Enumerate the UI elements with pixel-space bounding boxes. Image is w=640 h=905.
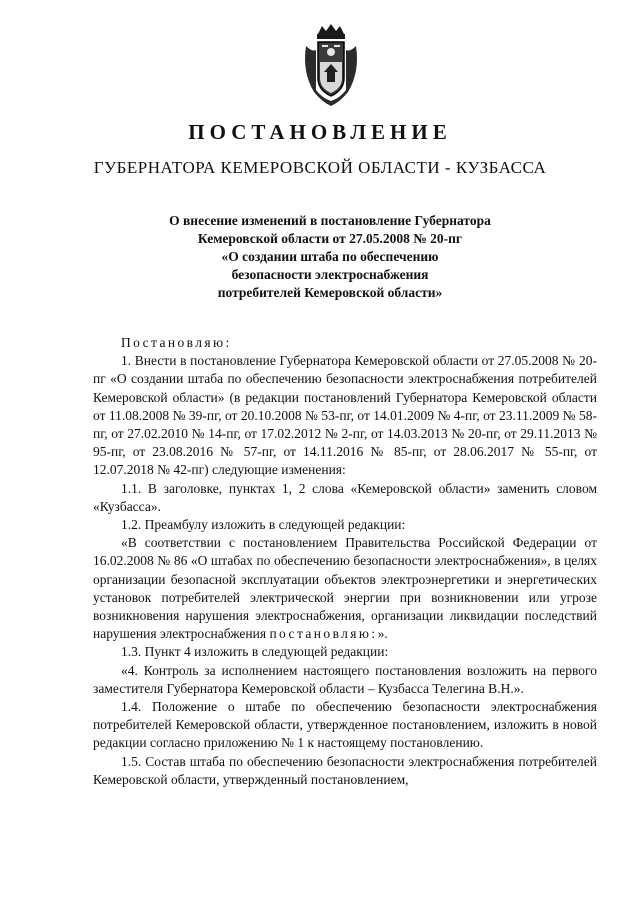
paragraph-1-3-quote: «4. Контроль за исполнением настоящего постановления возложить на первого заместителя Губернатора Кемеровской области – Кузбасса Телегина В.Н.».: [93, 662, 597, 696]
paragraph-1-1: 1.1. В заголовке, пунктах 1, 2 слова «Кемеровской области» заменить словом «Кузбасса».: [93, 480, 597, 514]
heading-line: потребителей Кемеровской области»: [217, 285, 443, 300]
paragraph-1-3: 1.3. Пункт 4 изложить в следующей редакции:: [121, 644, 389, 660]
quote-resolve-word: постановляю:: [269, 626, 378, 642]
document-heading: [100, 212, 560, 302]
paragraph-1-2-quote: [93, 534, 597, 643]
resolution-intro: Постановляю:: [121, 335, 232, 350]
paragraph-1-2: 1.2. Преамбулу изложить в следующей редакции:: [121, 517, 406, 533]
quote-text: «В соответствии с постановлением Правительства Российской Федерации от 16.02.2008 № 86 «О штабах по обеспечению безопасности электроснабжения», в целях организации безопасной эксплуатации объектов электроэнергетики и энергетических установок потребителей электрической энергии при возникновении или угрозе возникновения нарушения электроснабжения, организации ликвидации последствий нарушения электроснабжения: [93, 535, 597, 642]
heading-line: безопасности электроснабжения: [231, 267, 429, 282]
document-body: [93, 334, 597, 789]
paragraph-1: 1. Внести в постановление Губернатора Кемеровской области от 27.05.2008 № 20-пг «О создании штаба по обеспечению безопасности электроснабжения потребителей Кемеровской области» (в редакции постановлений Губернатора Кемеровской области от 11.08.2008 № 39-пг, от 20.10.2008 № 53-пг, от 14.01.2009 № 4-пг, от 23.11.2009 № 58-пг, от 27.02.2010 № 14-пг, от 17.02.2012 № 2-пг, от 14.03.2013 № 20-пг, от 29.11.2013 № 95-пг, от 23.08.2016 № 57-пг, от 14.11.2016 № 85-пг, от 28.06.2017 № 55-пг, от 12.07.2018 № 42-пг) следующие изменения:: [93, 353, 597, 478]
heading-line: «О создании штаба по обеспечению: [221, 249, 439, 264]
paragraph-1-5: 1.5. Состав штаба по обеспечению безопасности электроснабжения потребителей Кемеровской области, утвержденный постановлением,: [93, 753, 597, 787]
heading-line: О внесение изменений в постановление Губернатора: [169, 213, 491, 228]
heading-line: Кемеровской области от 27.05.2008 № 20-пг: [197, 231, 463, 246]
kemerovo-coat-of-arms-icon: [300, 22, 362, 108]
document-type-title: ПОСТАНОВЛЕНИЕ: [188, 120, 452, 144]
issuing-authority: ГУБЕРНАТОРА КЕМЕРОВСКОЙ ОБЛАСТИ - КУЗБАССА: [93, 158, 547, 177]
paragraph-1-4: 1.4. Положение о штабе по обеспечению безопасности электроснабжения потребителей Кемеровской области, утвержденное постановлением, изложить в новой редакции согласно приложению № 1 к настоящему постановлению.: [93, 699, 597, 751]
quote-end: ».: [377, 626, 388, 642]
